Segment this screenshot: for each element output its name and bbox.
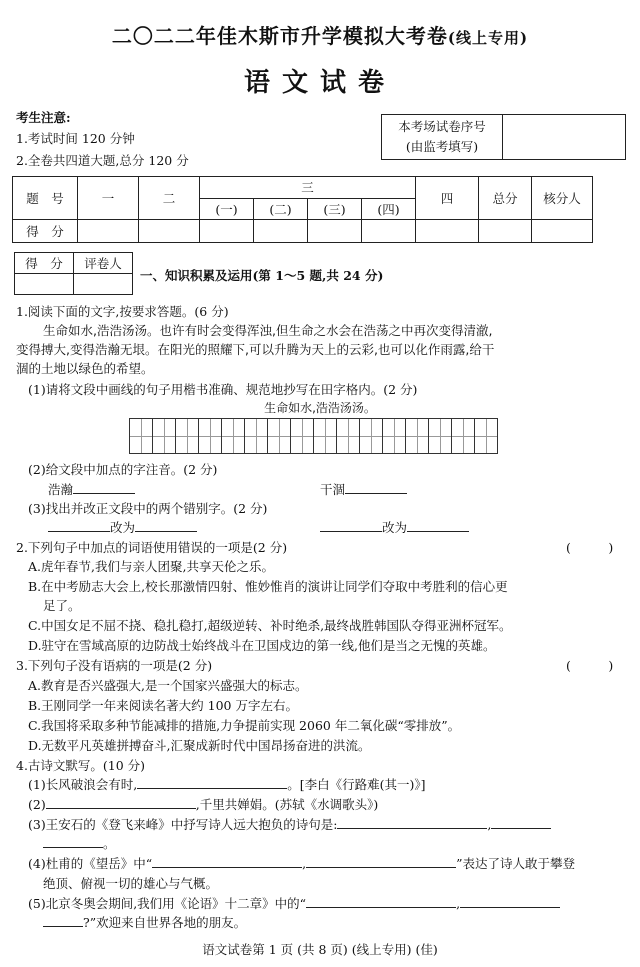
q2-option-b-line-2: 足了。 [43,598,81,613]
score-col-three-sub-3: (三) [308,198,362,220]
seq-input-cell[interactable] [503,115,626,160]
q4-sub3-blank-3[interactable] [43,835,103,848]
exam-title-main: 二〇二二年佳木斯市升学模拟大考卷 [111,24,448,48]
exam-subtitle: 语文试卷 [243,68,396,98]
q3-option-b: B.王刚同学一年来阅读名著大约 100 万字左右。 [28,698,298,713]
q2-option-b-line-1: B.在中考励志大会上,校长那激情四射、惟妙惟肖的演讲让同学们夺取中考胜利的信心更 [28,579,508,594]
score-cell[interactable] [78,220,139,243]
q4-sub3-text: (3)王安石的《登飞来峰》中抒写诗人远大抱负的诗句是: [28,817,338,832]
note-item-2: 2.全卷共四道大题,总分 120 分 [16,153,189,168]
q4-sub4-cont: 绝顶、俯视一切的雄心与气概。 [43,876,219,891]
q1-correction-2 [320,518,469,536]
seq-label [382,115,503,160]
q4-sub1-start: (1)长风破浪会有时, [28,777,138,792]
score-cell[interactable] [362,220,416,243]
q3-option-d: D.无数平凡英雄拼搏奋斗,汇聚成新时代中国昂扬奋进的洪流。 [28,738,371,753]
section-1-title: 一、知识积累及运用(第 1～5 题,共 24 分) [140,268,384,283]
tianzige-grid[interactable] [129,418,498,454]
q1-word-b-text: 干涸 [320,482,346,497]
q1-sub1: (1)请将文段中画线的句子用楷书准确、规范地抄写在田字格内。(2 分) [28,382,418,397]
q4-sub4-blank-2[interactable] [306,855,456,868]
q1-word-b [320,480,407,498]
grid-cell[interactable] [176,419,199,454]
q4-sub1-end: 。[李白《行路难(其一)》] [287,777,426,792]
grid-cell[interactable] [475,419,498,454]
q4-sub2-end: ,千里共婵娟。(苏轼《水调歌头》) [195,797,379,812]
q1-correct-label-2: 改为 [382,520,408,535]
q4-sub4-blank-1[interactable] [152,855,302,868]
score-col-two: 二 [139,177,200,220]
q1-passage-line-2: 变得搏大,变得浩瀚无垠。在阳光的照耀下,可以升腾为天上的云彩,也可以化作雨露,给干 [16,342,495,357]
note-item-1: 1.考试时间 120 分钟 [16,131,135,146]
q3-option-c: C.我国将采取多种节能减排的措施,力争提前实现 2060 年二氧化碳“零排放”。 [28,718,461,733]
q4-stem: 4.古诗文默写。(10 分) [16,758,146,773]
grid-cell[interactable] [452,419,475,454]
grid-cell[interactable] [291,419,314,454]
grader-label: 评卷人 [74,253,133,274]
score-cell[interactable] [532,220,593,243]
q4-sub2 [28,795,378,813]
grid-cell[interactable] [406,419,429,454]
grid-cell[interactable] [245,419,268,454]
q1-wrong-blank-2[interactable] [320,519,382,532]
q4-sub5-cont [43,913,246,931]
q4-sub4-end: ”表达了诗人敢于攀登 [456,856,575,871]
q1-right-blank-2[interactable] [407,519,469,532]
q1-stem: 1.阅读下面的文字,按要求答题。(6 分) [16,304,229,319]
q1-word-a [48,480,135,498]
score-cell[interactable] [254,220,308,243]
q1-wrong-blank-1[interactable] [48,519,110,532]
seq-number-box [381,114,626,160]
grader-score-label: 得 分 [15,253,74,274]
q2-option-d: D.驻守在雪域高原的边防战士始终战斗在卫国戍边的第一线,他们是当之无愧的英雄。 [28,638,496,653]
score-col-three-sub-4: (四) [362,198,416,220]
q1-word-a-blank[interactable] [73,481,135,494]
grid-cell[interactable] [199,419,222,454]
q4-sub2-start: (2) [28,797,46,812]
grid-cell[interactable] [130,419,153,454]
q1-correct-label-1: 改为 [110,520,136,535]
score-col-one: 一 [78,177,139,220]
q4-sub5-start: (5)北京冬奥会期间,我们用《论语》十二章》中的“ [28,896,307,911]
page-footer: 语文试卷第 1 页 (共 8 页) (线上专用) (佳) [202,942,438,957]
q4-sub5-blank-3[interactable] [43,914,83,927]
q4-sub3-end: 。 [103,836,116,851]
score-cell[interactable] [416,220,479,243]
score-table-row-label: 题 号 [13,177,78,220]
grid-cell[interactable] [383,419,406,454]
score-col-three: 三 [200,177,416,199]
q1-right-blank-1[interactable] [135,519,197,532]
q4-sub1-blank[interactable] [137,776,287,789]
score-col-three-sub-2: (二) [254,198,308,220]
q1-word-b-blank[interactable] [345,481,407,494]
q2-option-c: C.中国女足不屈不挠、稳扎稳打,超级逆转、补时绝杀,最终战胜韩国队夺得亚洲杯冠军。 [28,618,512,633]
q2-option-a: A.虎年春节,我们与亲人团聚,共享天伦之乐。 [28,559,274,574]
score-cell[interactable] [139,220,200,243]
q4-sub1 [28,775,425,793]
q3-option-a: A.教育是否兴盛强大,是一个国家兴盛强大的标志。 [28,678,308,693]
grader-name-cell[interactable] [74,274,133,295]
q1-word-a-text: 浩瀚 [48,482,74,497]
score-cell[interactable] [308,220,362,243]
q4-sub4-start: (4)杜甫的《望岳》中“ [28,856,153,871]
q4-sub5 [28,894,560,912]
grid-cell[interactable] [153,419,176,454]
grader-box [14,252,133,295]
grid-cell[interactable] [337,419,360,454]
seq-label-line1: 本考场试卷序号 [398,119,486,134]
q4-sub4-comma: , [302,856,307,871]
grader-score-cell[interactable] [15,274,74,295]
q3-answer-paren[interactable]: ( ) [566,658,614,673]
q4-sub3: (3)王安石的《登飞来峰》中抒写诗人远大抱负的诗句是: , [28,815,551,833]
score-cell[interactable] [200,220,254,243]
q1-copy-text: 生命如水,浩浩汤汤。 [264,401,376,415]
score-col-total: 总分 [479,177,532,220]
grid-cell[interactable] [360,419,383,454]
q4-sub3-blank-2[interactable] [491,816,551,829]
grid-cell[interactable] [268,419,291,454]
q1-sub3: (3)找出并改正文段中的两个错别字。(2 分) [28,501,268,516]
grid-cell[interactable] [222,419,245,454]
q2-stem: 2.下列句子中加点的词语使用错误的一项是(2 分) [16,540,288,555]
exam-title-suffix: (线上专用) [447,29,529,47]
grid-cell[interactable] [429,419,452,454]
score-col-three-sub-1: (一) [200,198,254,220]
notes-heading: 考生注意: [16,110,71,125]
q4-sub5-comma: , [456,896,461,911]
q1-passage-line-1: 生命如水,浩浩汤汤。也许有时会变得浑浊,但生命之水会在浩荡之中再次变得清澈, [43,323,493,338]
q1-sub2: (2)给文段中加点的字注音。(2 分) [28,462,218,477]
q4-sub5-blank-1[interactable] [306,895,456,908]
q4-sub2-blank[interactable] [46,796,196,809]
q4-sub4 [28,854,575,872]
seq-label-line2: (由监考填写) [405,139,479,154]
q4-sub5-end: ?”欢迎来自世界各地的朋友。 [83,915,247,930]
q4-sub3-cont [43,834,116,852]
exam-title [0,20,640,49]
q2-answer-paren[interactable]: ( ) [566,540,614,555]
score-col-four: 四 [416,177,479,220]
score-table-score-label: 得 分 [13,220,78,243]
q1-correction-1 [48,518,197,536]
q1-passage-line-3: 涸的土地以绿色的希望。 [16,361,154,376]
score-col-checker: 核分人 [532,177,593,220]
score-cell[interactable] [479,220,532,243]
q4-sub3-blank-1[interactable] [337,816,487,829]
grid-cell[interactable] [314,419,337,454]
q3-stem: 3.下列句子没有语病的一项是(2 分) [16,658,213,673]
score-table [12,176,593,243]
q4-sub5-blank-2[interactable] [460,895,560,908]
